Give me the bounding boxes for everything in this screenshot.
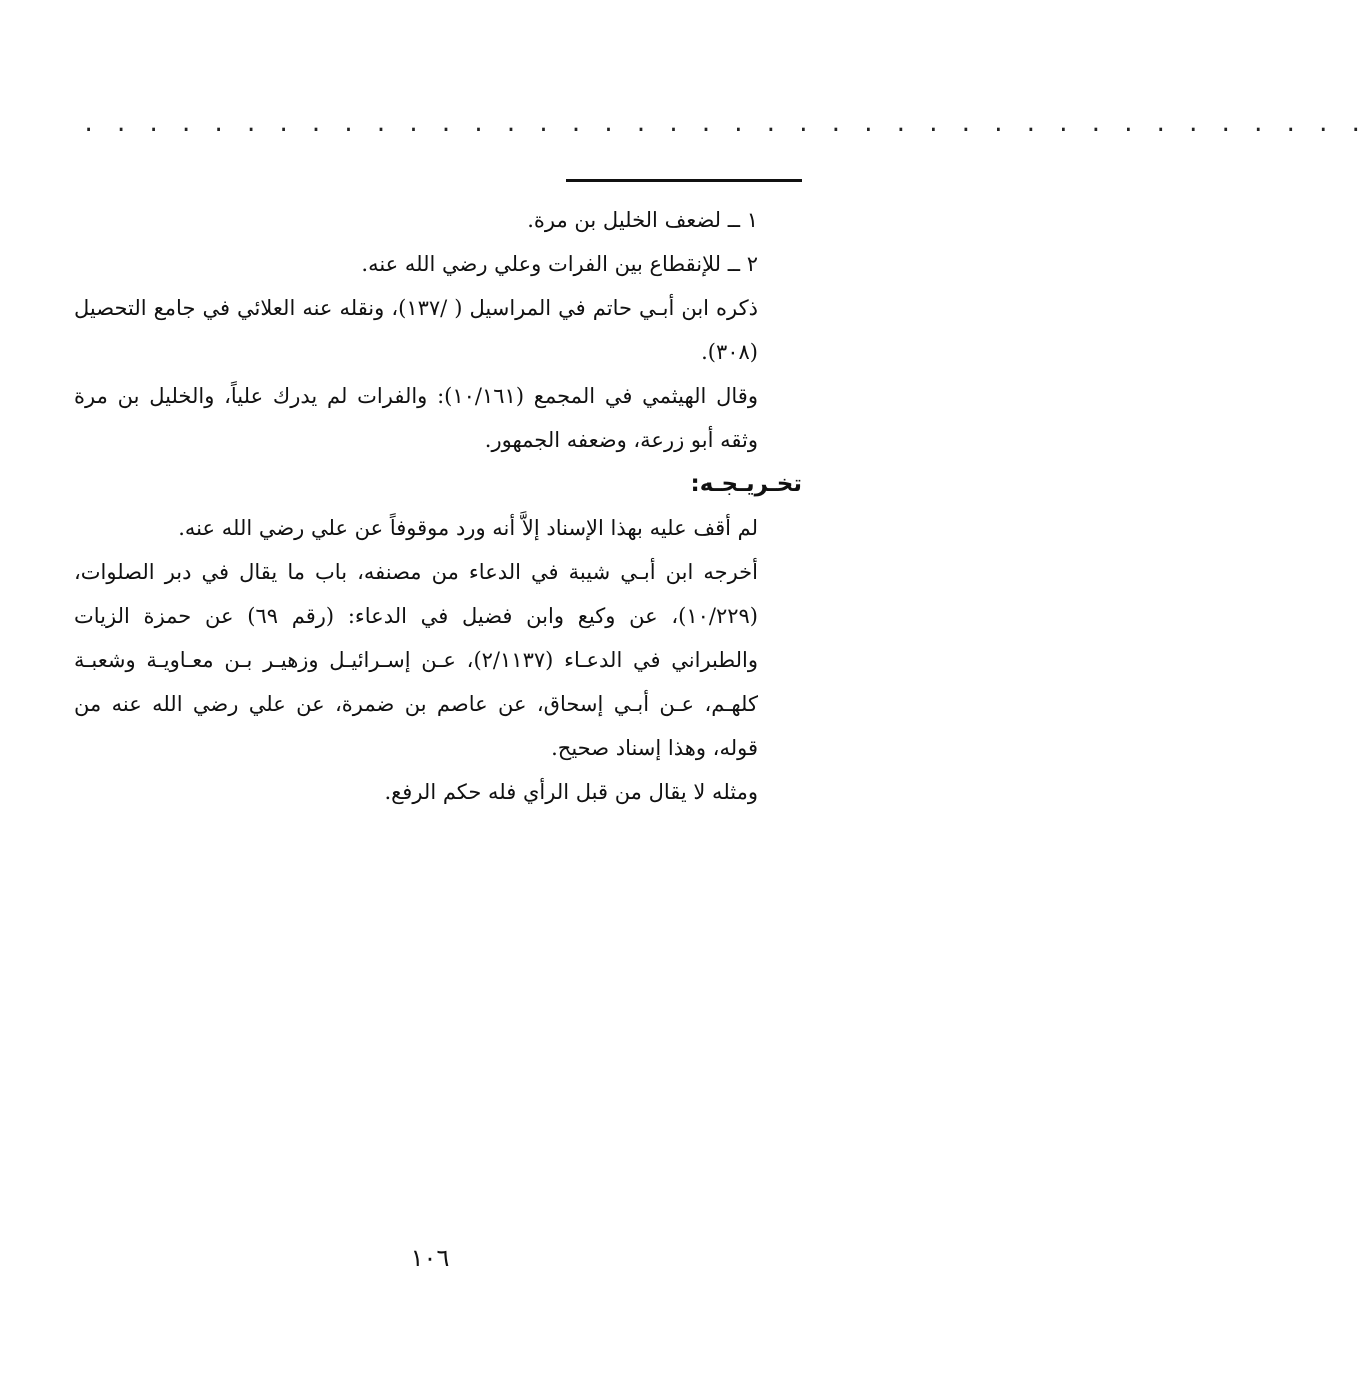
paragraph-not-found: لم أقف عليه بهذا الإسناد إلاَّ أنه ورد موقوفاً عن علي رضي الله عنه. bbox=[178, 516, 758, 540]
paragraph-ruling: ومثله لا يقال من قبل الرأي فله حكم الرفع. bbox=[384, 780, 758, 804]
footnote-rule bbox=[566, 179, 802, 182]
paragraph-ibn-abi-shayba: أخرجه ابن أبـي شيبة في الدعاء من مصنفه، باب ما يقال في دبر الصلوات، (١٠/٢٢٩)، عن وكيع وابن فضيل في الدعاء: (رقم ٦٩) عن حمزة الزيات والطبراني في الدعـاء (٢/١١٣٧)، عـن إسـرائيـل وزهيـر بـن معـاويـة وشعبـة كلهـم، عـن أبـي إسحاق، عن عاصم بن ضمرة، عن علي رضي الله عنه من قوله، وهذا إسناد صحيح. bbox=[74, 560, 758, 760]
footnote-item-1: ١ ــ لضعف الخليل بن مرة. bbox=[527, 208, 758, 232]
page-number bbox=[0, 1244, 860, 1272]
footnote-item-2: ٢ ــ للإنقطاع بين الفرات وعلي رضي الله عنه. bbox=[361, 252, 758, 276]
paragraph-haythami: وقال الهيثمي في المجمع (١٠/١٦١): والفرات لم يدرك علياً، والخليل بن مرة وثقه أبو زرعة، وضعفه الجمهور. bbox=[74, 384, 758, 452]
separator-dots: . . . . . . . . . . . . . . . . . . . . . . . . . . . . . . . . . . . . . . . . bbox=[82, 112, 1365, 137]
page-number-text: ١٠٦ bbox=[410, 1244, 450, 1272]
section-heading-takhrij: تخـريـجـه: bbox=[690, 471, 802, 497]
paragraph-marasil: ذكره ابن أبـي حاتم في المراسيل ( /١٣٧)، ونقله عنه العلائي في جامع التحصيل (٣٠٨). bbox=[74, 296, 758, 364]
page-body bbox=[74, 198, 802, 814]
